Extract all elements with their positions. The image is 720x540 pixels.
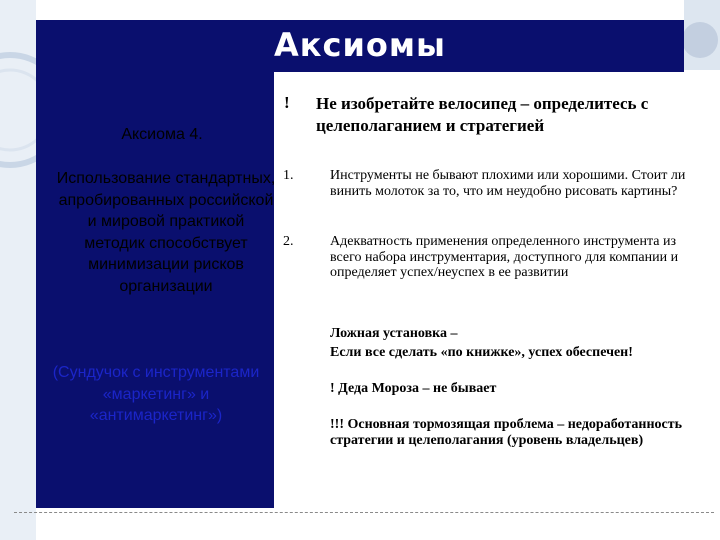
santa-note: ! Деда Мороза – не бывает — [330, 381, 497, 396]
item-text: Адекватность применения определенного инструмента из всего набора инструментария, доступного для компании и определяет успех/неуспех в ее развитии — [330, 234, 679, 280]
header-exclamation: ! — [284, 93, 290, 112]
main-problem-note: !!! Основная тормозящая проблема – недоработанность стратегии и целеполагания (уровень владельцев) — [330, 417, 683, 448]
toolbox-note: (Сундучок с инструментами «маркетинг» и «антимаркетинг») — [52, 364, 260, 424]
header-statement: Не изобретайте велосипед – определитесь с целеполаганием и стратегией — [316, 94, 649, 135]
false-setting-note: Ложная установка – Если все сделать «по книжке», успех обеспечен! — [330, 326, 633, 360]
item-text: Инструменты не бывают плохими или хорошими. Стоит ли винить молоток за то, что им неудобно рисовать картины? — [330, 168, 686, 199]
axiom-heading: Аксиома 4. — [121, 126, 203, 143]
axiom-text: Использование стандартных, апробированных российской и мировой практикой методик способствует минимизации рисков организации — [56, 170, 276, 295]
item-number: 2. — [283, 234, 294, 249]
slide-title: Аксиомы — [274, 26, 446, 64]
bottom-divider — [14, 512, 714, 513]
item-number: 1. — [283, 168, 294, 183]
